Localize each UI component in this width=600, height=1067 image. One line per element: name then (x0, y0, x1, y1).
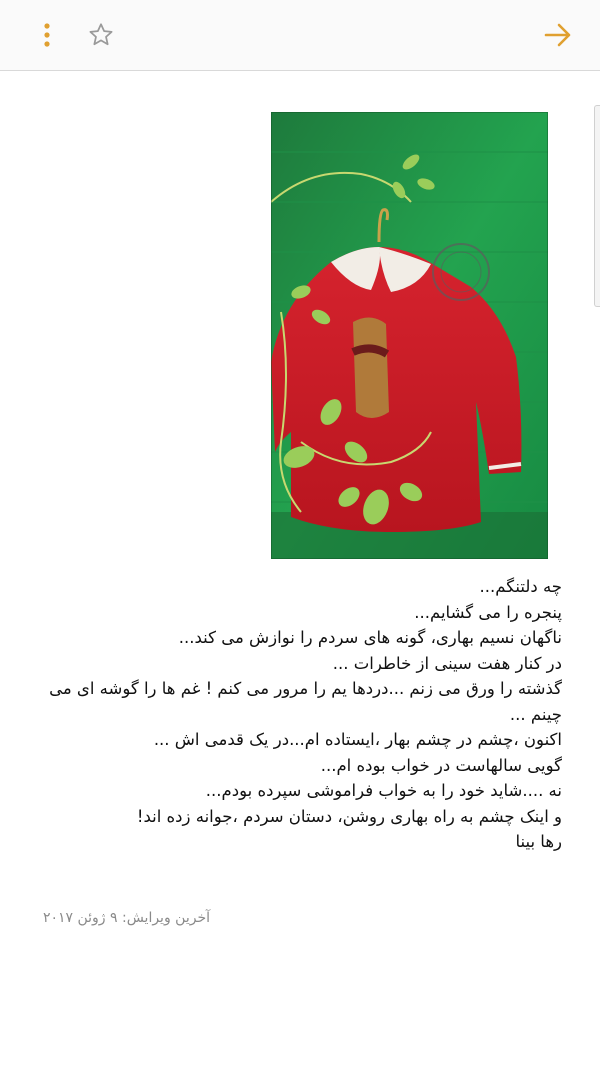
note-line: و اینک چشم به راه بهاری روشن، دستان سردم ،جوانه زده اند! (136, 806, 562, 826)
note-line: نه ....شاید خود را به خواب فراموشی سپرده بودم... (205, 781, 562, 800)
note-line: چه دلتنگم... (479, 577, 562, 596)
scroll-indicator[interactable] (594, 105, 600, 307)
note-author: رها بینا (515, 832, 562, 851)
note-line: گذشته را ورق می زنم ...دردها یم را مرور می کنم ! غم ها را گوشه ای می چینم ... (49, 679, 562, 724)
back-button[interactable] (537, 14, 579, 56)
note-image[interactable] (271, 112, 548, 559)
arrow-right-icon (544, 22, 572, 48)
note-line: ناگهان نسیم بهاری، گونه های سردم را نوازش می کند... (178, 628, 562, 647)
more-vertical-icon (42, 22, 52, 48)
top-app-bar (0, 0, 600, 71)
last-edited-timestamp: آخرین ویرایش: ۹ ژوئن ۲۰۱۷ (42, 910, 210, 926)
note-line: در کنار هفت سینی از خاطرات ... (332, 653, 562, 673)
red-dress-photo (271, 112, 548, 559)
star-outline-icon (87, 21, 115, 49)
note-body[interactable] (32, 574, 562, 855)
favorite-button[interactable] (80, 14, 122, 56)
note-line: اکنون ،چشم در چشم بهار ،ایستاده ام...در یک قدمی اش ... (153, 730, 562, 749)
more-options-button[interactable] (26, 14, 68, 56)
note-line: گویی سالهاست در خواب بوده ام... (320, 755, 562, 775)
note-line: پنجره را می گشایم... (414, 602, 562, 622)
